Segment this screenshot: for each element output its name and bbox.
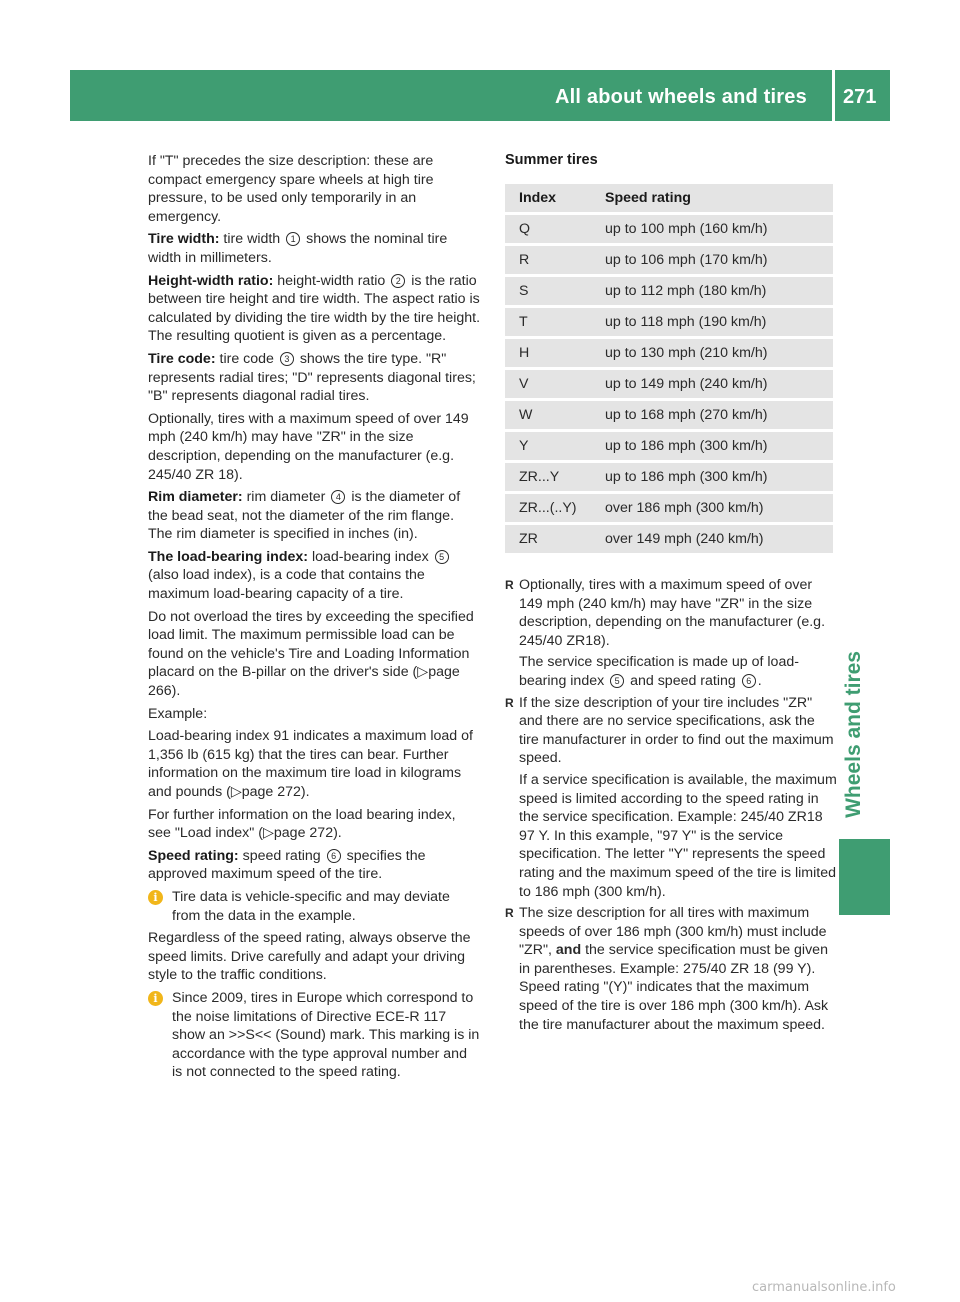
- further-info-text: For further information on the load bearing index, see "Load index" (: [148, 806, 456, 842]
- callout-6-icon: 6: [742, 674, 756, 688]
- left-column: [148, 152, 481, 1086]
- speed-cell: up to 100 mph (160 km/h): [591, 215, 833, 243]
- height-width-paragraph: [148, 272, 481, 346]
- rim-diameter-paragraph: [148, 488, 481, 544]
- table-row: [505, 370, 833, 398]
- page-title: All about wheels and tires: [555, 86, 807, 108]
- speed-cell: up to 149 mph (240 km/h): [591, 370, 833, 398]
- example-text: Load-bearing index 91 indicates a maximum load of 1,356 lb (615 kg) that the tires can bear. Further information on the maximum tire load in kilograms and pounds (: [148, 728, 473, 800]
- info-note-2-text: Since 2009, tires in Europe which correspond to the noise limitations of Directive ECE-R 117 show an >>S<< (Sound) mark. This marking is in accordance with the type approval number and is not connected to the speed rating.: [172, 989, 480, 1081]
- info-note-1: [148, 888, 481, 925]
- index-cell: T: [505, 308, 591, 336]
- bullet-3-text: [519, 904, 838, 1034]
- height-width-text-2: is the ratio between tire height and tire width. The aspect ratio is calculated by dividing the tire width by the tire height. The resulting quotient is given as a percentage.: [148, 272, 481, 345]
- speed-cell: up to 168 mph (270 km/h): [591, 401, 833, 429]
- bullet-3-and: and: [555, 942, 582, 959]
- page-ref-link[interactable]: page 272).: [273, 825, 342, 842]
- bullet-mark-icon: R: [505, 695, 514, 710]
- index-cell: S: [505, 277, 591, 305]
- callout-5-icon: 5: [610, 674, 624, 688]
- table-row: [505, 432, 833, 460]
- example-paragraph: [148, 727, 481, 801]
- index-cell: W: [505, 401, 591, 429]
- bullet-mark-icon: R: [505, 578, 514, 592]
- tire-code-term: Tire code:: [148, 350, 216, 367]
- side-tab-block: [839, 839, 890, 915]
- table-row: [505, 494, 833, 522]
- info-note-2: [148, 989, 481, 1082]
- table-row: [505, 339, 833, 367]
- info-icon: i: [148, 890, 163, 905]
- table-row: [505, 246, 833, 274]
- rim-diameter-term: Rim diameter:: [148, 489, 243, 506]
- callout-5-icon: 5: [435, 550, 449, 564]
- overload-text: Do not overload the tires by exceeding the specified load limit. The maximum permissible load can be found on the vehicle's Tire and Loading Information placard on the B-pillar on the driver's side (: [148, 608, 474, 681]
- bullet-3-text-a: The size description for all tires with maximum speeds of over 186 mph (300 km/h) must include "ZR",: [519, 905, 827, 959]
- tire-width-paragraph: [148, 230, 481, 267]
- speed-cell: over 186 mph (300 km/h): [591, 494, 833, 522]
- callout-3-icon: 3: [280, 352, 294, 366]
- tire-code-text-2: shows the tire type. "R" represents radial tires; "D" represents diagonal tires; "B" represents diagonal radial tires.: [148, 350, 476, 405]
- table-row: [505, 215, 833, 243]
- page-ref-arrow-icon: ▷: [262, 825, 274, 842]
- tire-code-text: tire code: [219, 350, 274, 367]
- speed-cell: up to 186 mph (300 km/h): [591, 463, 833, 491]
- list-item: [505, 694, 838, 902]
- bullet-1-sub-text-2: and speed rating: [630, 672, 736, 689]
- bullet-1-sub-text: The service specification is made up of load-bearing index: [519, 654, 799, 689]
- page-ref-arrow-icon: ▷: [230, 784, 242, 800]
- example-label: Example:: [148, 705, 208, 722]
- height-width-term: Height-width ratio:: [148, 272, 274, 289]
- bullet-1-text: Optionally, tires with a maximum speed of over 149 mph (240 km/h) may have "ZR" in the size description, depending on the manufacturer (e.g. 245/40 ZR18).: [519, 577, 826, 649]
- speed-cell: up to 130 mph (210 km/h): [591, 339, 833, 367]
- bullet-1-sub-end: .: [757, 672, 762, 689]
- callout-1-icon: 1: [286, 232, 300, 246]
- rim-diameter-text: rim diameter: [246, 489, 326, 506]
- speed-rating-text-2: specifies the approved maximum speed of the tire.: [148, 847, 426, 883]
- speed-cell: up to 112 mph (180 km/h): [591, 277, 833, 305]
- table-row: [505, 277, 833, 305]
- info-icon: i: [148, 991, 163, 1006]
- index-cell: R: [505, 246, 591, 274]
- page-ref-link[interactable]: page 266).: [148, 664, 460, 700]
- list-item: [505, 904, 838, 1034]
- section-title: Summer tires: [505, 152, 598, 168]
- load-bearing-text: load-bearing index: [311, 548, 429, 565]
- column-header-speed-rating: Speed rating: [591, 184, 833, 212]
- table-row: [505, 525, 833, 553]
- page-ref-arrow-icon: ▷: [417, 664, 429, 681]
- bullet-2-sub: If a service specification is available, the maximum speed is limited according to the speed rating in the service specification. Example: 245/40 ZR18 97 Y. In this example, "97 Y" is the service specification. The letter "Y" represents the speed rating and the maximum speed of the tire is limited to 186 mph (300 km/h).: [519, 771, 837, 900]
- table-row: [505, 308, 833, 336]
- info-note-1-text: Tire data is vehicle-specific and may deviate from the data in the example.: [172, 888, 450, 924]
- bullet-1-sub: [519, 653, 838, 690]
- index-cell: ZR: [505, 525, 591, 553]
- speed-rating-paragraph: [148, 847, 481, 884]
- height-width-text: height-width ratio: [277, 272, 386, 289]
- further-info-paragraph: [148, 806, 481, 843]
- speed-rating-text: speed rating: [242, 847, 321, 864]
- intro-paragraph: If "T" precedes the size description: these are compact emergency spare wheels at high tire pressure, to be used only temporarily in an emergency.: [148, 153, 434, 225]
- bullet-3-text-b: the service specification must be given in parentheses. Example: 275/40 ZR 18 (99 Y). Speed rating "(Y)" indicates that the maximum speed of the tire is over 186 mph (300 km/h). Ask the tire manufacturer about the maximum speed.: [519, 942, 829, 1033]
- tire-code-paragraph: [148, 350, 481, 406]
- page-ref-link[interactable]: page 272).: [241, 784, 310, 800]
- table-row: [505, 401, 833, 429]
- side-tab-label: Wheels and tires: [842, 651, 865, 818]
- callout-2-icon: 2: [391, 274, 405, 288]
- index-cell: H: [505, 339, 591, 367]
- index-cell: Q: [505, 215, 591, 243]
- speed-cell: over 149 mph (240 km/h): [591, 525, 833, 553]
- list-item: [505, 576, 838, 691]
- right-column: [505, 152, 838, 1037]
- speed-cell: up to 106 mph (170 km/h): [591, 246, 833, 274]
- table-header-row: [505, 184, 833, 212]
- rim-diameter-text-2: is the diameter of the bead seat, not the diameter of the rim flange. The rim diameter is specified in inches (in).: [148, 489, 461, 543]
- load-bearing-text-2: (also load index), is a code that contains the maximum load-bearing capacity of a tire.: [148, 567, 425, 603]
- speed-cell: up to 118 mph (190 km/h): [591, 308, 833, 336]
- bullet-mark-icon: R: [505, 906, 514, 921]
- index-cell: ZR...(..Y): [505, 494, 591, 522]
- callout-4-icon: 4: [331, 490, 345, 504]
- optional-zr-paragraph: Optionally, tires with a maximum speed of over 149 mph (240 km/h) may have "ZR" in the size description, depending on the manufacturer (e.g. 245/40 ZR 18).: [148, 410, 469, 483]
- tire-width-text: tire width: [223, 231, 281, 248]
- bullet-2-text: If the size description of your tire includes "ZR" and there are no service specifications, ask the tire manufacturer in order to find out the maximum speed.: [519, 694, 834, 767]
- regardless-paragraph: Regardless of the speed rating, always observe the speed limits. Drive carefully and adapt your driving style to the traffic conditions.: [148, 930, 471, 984]
- column-header-index: Index: [505, 184, 591, 212]
- overload-paragraph: [148, 608, 481, 701]
- tire-width-text-2: shows the nominal tire width in millimeters.: [148, 231, 448, 266]
- index-cell: ZR...Y: [505, 463, 591, 491]
- index-cell: V: [505, 370, 591, 398]
- tire-width-term: Tire width:: [148, 231, 220, 248]
- bullet-list: [505, 576, 838, 1034]
- load-bearing-term: The load-bearing index:: [148, 548, 309, 565]
- speed-rating-term: Speed rating:: [148, 847, 239, 864]
- index-cell: Y: [505, 432, 591, 460]
- watermark: carmanualsonline.info: [752, 1280, 896, 1295]
- speed-cell: up to 186 mph (300 km/h): [591, 432, 833, 460]
- callout-6-icon: 6: [327, 849, 341, 863]
- speed-rating-table: [505, 181, 833, 556]
- load-bearing-paragraph: [148, 548, 481, 604]
- table-row: [505, 463, 833, 491]
- page-number: 271: [843, 86, 877, 108]
- header-divider: [832, 70, 835, 121]
